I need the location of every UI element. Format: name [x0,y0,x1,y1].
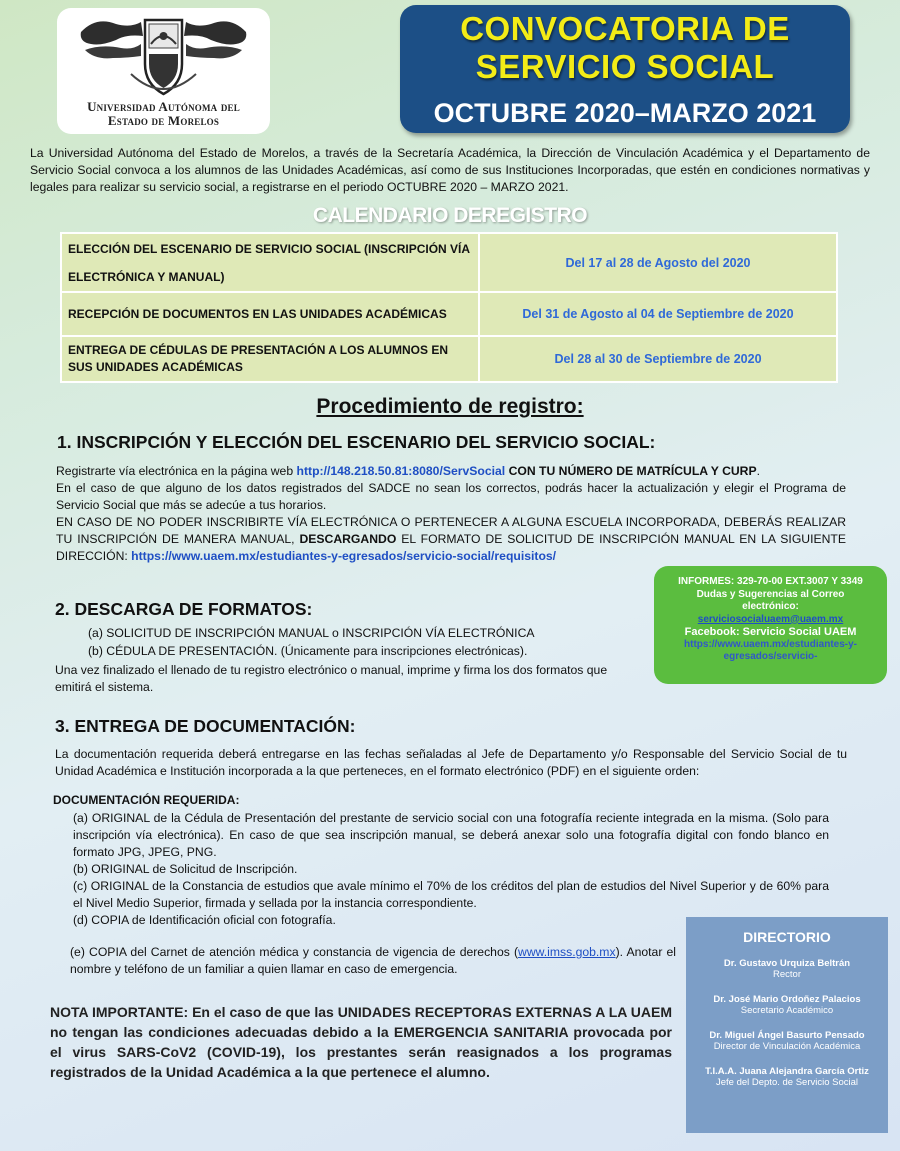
section2-item-b: (b) CÉDULA DE PRESENTACIÓN. (Únicamente para inscripciones electrónicas). [88,644,528,658]
university-name-line2: Estado de Morelos [107,113,220,128]
note-label: NOTA IMPORTANTE: [50,1004,189,1020]
servsocial-link[interactable]: http://148.218.50.81:8080/ServSocial [296,464,506,478]
doc-item-e-text2: ). Anotar el nombre y teléfono de un familiar a quien llamar en caso de emergencia. [70,945,676,976]
info-email-label: Dudas y Sugerencias al Correo electrónico: [696,588,845,612]
doc-item-e [70,944,676,978]
para1-end: . [756,464,761,478]
date-cell: Del 28 al 30 de Septiembre de 2020 [479,336,837,382]
section2-body: Una vez finalizado el llenado de tu registro electrónico o manual, imprime y firma los dos formatos que emitirá el sistema. [55,663,608,694]
doc-item-a: (a) ORIGINAL de la Cédula de Presentación del prestante de servicio social con una fotografía reciente integrada en la misma. (Solo para inscripción vía electrónica). En caso de que sea inscripción manual, se deberá anexar solo una fotografía digital con fondo blanco en formato JPG, JPEG, PNG. [73,811,829,859]
university-name [57,100,270,128]
note-text2: , los prestantes serán reasignados a los programas registrados de la Unidad Académica a la que pertenece el alumno. [50,1044,672,1080]
section3-body: La documentación requerida deberá entregarse en las fechas señaladas al Jefe de Departamento y/o Responsable del Servicio Social de tu Unidad Académica e Institución incorporada a la que perteneces, en el formato electrónico (PDF) en el siguiente orden: [55,747,847,778]
person-role: Secretario Académico [740,1005,834,1016]
table-row [61,336,837,382]
directory-title: DIRECTORIO [743,929,831,945]
required-docs-title: DOCUMENTACIÓN REQUERIDA: [53,793,240,807]
section2-title: 2. DESCARGA DE FORMATOS: [55,599,313,619]
para1-text: Registrarte vía electrónica en la página web [56,464,297,478]
procedure-title: Procedimiento de registro: [316,395,584,418]
header-banner [400,5,850,133]
imss-link[interactable]: www.imss.gob.mx [518,945,616,959]
para3-bold: DESCARGANDO [299,532,397,546]
table-row [61,233,837,292]
person-role: Director de Vinculación Académica [713,1041,861,1052]
section2-item-a: (a) SOLICITUD DE INSCRIPCIÓN MANUAL o INSCRIPCIÓN VÍA ELECTRÓNICA [88,626,535,640]
intro-text: La Universidad Autónoma del Estado de Morelos, a través de la Secretaría Académica, la Dirección de Vinculación Académica y el Departamento de Servicio Social convoca a los alumnos de las Unidades Académicas, así como de sus Instituciones Incorporadas, que estén en condiciones normativas y legales para realizar su servicio social, a registrarse en el periodo OCTUBRE 2020 – MARZO 2021. [30,146,870,194]
person-name: T.I.A.A. Juana Alejandra García Ortiz [705,1066,869,1077]
section3-title: 3. ENTREGA DE DOCUMENTACIÓN: [55,716,356,736]
info-facebook-link[interactable]: https://www.uaem.mx/estudiantes-y-egresados/servicio- [684,638,857,662]
person-name: Dr. Gustavo Urquiza Beltrán [723,958,851,969]
note-text: En el caso de que las UNIDADES RECEPTORAS EXTERNAS A LA UAEM no tengan las condiciones adecuadas debido a la EMERGENCIA SANITARIA provocada por el virus [50,1004,672,1060]
person-name: Dr. José Mario Ordoñez Palacios [713,994,861,1005]
note-virus: SARS-CoV2 (COVID-19) [116,1044,281,1060]
doc-item-b: (b) ORIGINAL de Solicitud de Inscripción. [73,862,298,876]
date-cell: Del 31 de Agosto al 04 de Septiembre de 2020 [479,292,837,336]
directory-box [686,917,888,1133]
uaem-logo [57,8,270,134]
section1-para3 [56,514,846,565]
para1-bold: CON TU NÚMERO DE MATRÍCULA Y CURP [505,464,757,478]
activity-cell: ENTREGA DE CÉDULAS DE PRESENTACIÓN A LOS ALUMNOS EN SUS UNIDADES ACADÉMICAS [61,336,479,382]
section1-body [56,463,846,565]
info-facebook: Facebook: Servicio Social UAEM [684,626,857,638]
section1-para2: En el caso de que alguno de los datos registrados del SADCE no sean los correctos, podrás hacer la actualización y elegir el Programa de Servicio Social que más se adecúe a tus horarios. [56,481,846,512]
person-role: Jefe del Depto. de Servicio Social [715,1077,859,1088]
para3-text: EN CASO DE NO PODER INSCRIBIRTE VÍA ELECTRÓNICA O PERTENECER A ALGUNA ESCUELA INCORPORADA, DEBERÁS REALIZAR TU INSCRIPCIÓN DE MANERA MANUAL, [56,515,846,546]
doc-item-c: (c) ORIGINAL de la Constancia de estudios que avale mínimo el 70% de los créditos del plan de estudios del Nivel Superior y de 60% para el Nivel Medio Superior, firmada y sellada por la instancia correspondiente. [73,879,829,910]
required-docs-list [73,810,829,929]
university-name-line1: Universidad Autónoma del [87,99,240,114]
para3-text2: EL FORMATO DE SOLICITUD DE INSCRIPCIÓN MANUAL EN LA SIGUIENTE DIRECCIÓN: [56,532,846,563]
doc-item-e-text: (e) COPIA del Carnet de atención médica y constancia de vigencia de derechos ( [70,945,519,959]
person-name: Dr. Miguel Ángel Basurto Pensado [709,1030,865,1041]
title-line2: SERVICIO SOCIAL [475,48,775,85]
activity-cell: ELECCIÓN DEL ESCENARIO DE SERVICIO SOCIAL (INSCRIPCIÓN VÍA ELECTRÓNICA Y MANUAL) [61,233,479,292]
uaem-crest-icon [71,14,256,98]
requisitos-link[interactable]: https://www.uaem.mx/estudiantes-y-egresados/servicio-social/requisitos/ [131,549,557,563]
date-cell: Del 17 al 28 de Agosto del 2020 [479,233,837,292]
info-email-link[interactable]: serviciosocialuaem@uaem.mx [697,613,844,625]
info-box [654,566,887,684]
doc-item-d: (d) COPIA de Identificación oficial con fotografía. [73,913,336,927]
info-phone: INFORMES: 329-70-00 EXT.3007 Y 3349 [678,576,863,587]
section1-para1 [56,463,846,480]
person-role: Rector [773,969,801,980]
section1-title: 1. INSCRIPCIÓN Y ELECCIÓN DEL ESCENARIO DEL SERVICIO SOCIAL: [57,432,656,452]
table-row [61,292,837,336]
period: OCTUBRE 2020–MARZO 2021 [433,98,817,128]
activity-cell: RECEPCIÓN DE DOCUMENTOS EN LAS UNIDADES ACADÉMICAS [61,292,479,336]
title-line1: CONVOCATORIA DE [460,10,790,47]
important-note [50,1002,672,1082]
calendar-title: CALENDARIO DEREGISTRO [312,204,588,227]
calendar-table [60,232,838,383]
